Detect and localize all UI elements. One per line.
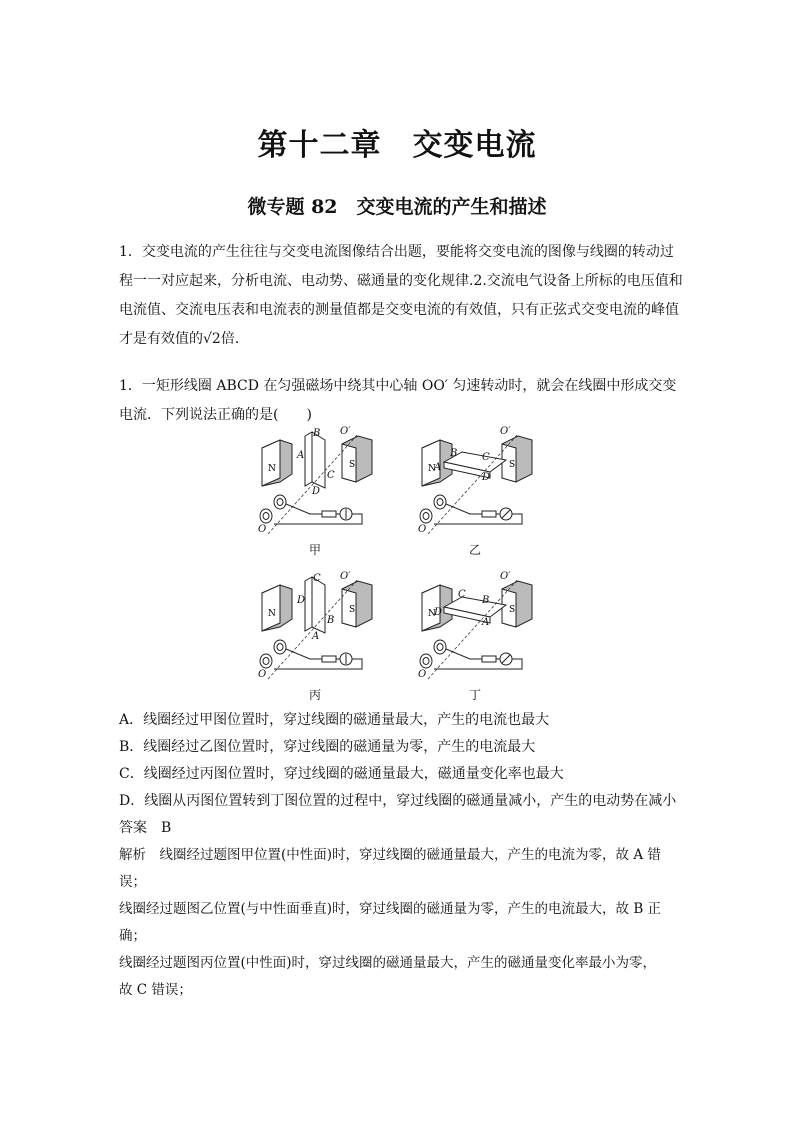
question-stem bbox=[119, 372, 679, 430]
axis-label-top: O′ bbox=[500, 571, 511, 582]
solution-line: 故 C 错误； bbox=[119, 982, 192, 998]
intro-line: 才是有效值的√2倍． bbox=[119, 331, 249, 347]
svg-text:N: N bbox=[268, 609, 276, 619]
svg-text:N: N bbox=[428, 609, 436, 619]
svg-text:S: S bbox=[509, 605, 516, 615]
coil-label-right: B bbox=[327, 615, 335, 626]
axis-label-bottom: O bbox=[418, 524, 427, 535]
coil-label-top: B bbox=[450, 448, 458, 459]
generator-diagram bbox=[410, 571, 540, 686]
svg-text:N: N bbox=[428, 464, 436, 474]
coil-label-bottom: A bbox=[312, 631, 320, 642]
coil-label-bottom: A bbox=[482, 617, 490, 628]
coil-label-left: A bbox=[297, 450, 305, 461]
axis-label-bottom: O bbox=[258, 669, 267, 680]
intro-line: 程一一对应起来，分析电流、电动势、磁通量的变化规律.2.交流电气设备上所标的电压值和 bbox=[119, 273, 683, 289]
figure-ding bbox=[410, 571, 540, 703]
figure-caption: 甲 bbox=[308, 543, 321, 557]
axis-label-bottom: O bbox=[418, 669, 427, 680]
axis-label-top: O′ bbox=[340, 571, 351, 582]
coil-label-top: C bbox=[313, 573, 321, 584]
solution-line: 线圈经过题图丙位置(中性面)时，穿过线圈的磁通量最大，产生的磁通量变化率最小为零， bbox=[119, 955, 657, 971]
generator-diagram bbox=[250, 426, 380, 541]
figure-caption: 丙 bbox=[308, 688, 321, 702]
generator-diagram bbox=[250, 571, 380, 686]
axis-label-top: O′ bbox=[340, 426, 351, 437]
solution-line: 线圈经过题图乙位置(与中性面垂直)时，穿过线圈的磁通量为零，产生的电流最大，故 B 正 bbox=[119, 901, 662, 917]
options-list bbox=[119, 707, 689, 842]
coil-label-right: C bbox=[327, 470, 335, 481]
coil-label-left: D bbox=[297, 595, 306, 606]
svg-text:S: S bbox=[349, 460, 356, 470]
axis-label-bottom: O bbox=[258, 524, 267, 535]
figure-jia bbox=[250, 426, 380, 558]
option-d: D．线圈从丙图位置转到丁图位置的过程中，穿过线圈的磁通量减小，产生的电动势在减小 bbox=[119, 793, 677, 809]
figure-caption: 丁 bbox=[468, 688, 481, 702]
coil-label-left: A bbox=[434, 462, 442, 473]
coil-label-top: C bbox=[458, 589, 466, 600]
coil-label-bottom: D bbox=[482, 472, 491, 483]
coil-label-top: B bbox=[313, 428, 321, 439]
intro-paragraph bbox=[119, 238, 683, 354]
solution-line: 确； bbox=[119, 928, 146, 944]
coil-label-left: D bbox=[434, 607, 443, 618]
coil-label-right: B bbox=[482, 595, 490, 606]
chapter-title: 第十二章 交变电流 bbox=[257, 128, 537, 163]
option-c: C．线圈经过丙图位置时，穿过线圈的磁通量最大，磁通量变化率也最大 bbox=[119, 766, 564, 782]
figure-grid bbox=[250, 426, 540, 706]
answer-line: 答案 B bbox=[119, 820, 172, 836]
axis-label-top: O′ bbox=[500, 426, 511, 437]
coil-label-bottom: D bbox=[312, 486, 321, 497]
section-title: 微专题 82 交变电流的产生和描述 bbox=[247, 196, 547, 218]
figure-caption: 乙 bbox=[468, 543, 481, 557]
generator-diagram bbox=[410, 426, 540, 541]
figure-bing bbox=[250, 571, 380, 703]
intro-line: 1．交变电流的产生往往与交变电流图像结合出题，要能将交变电流的图像与线圈的转动过 bbox=[119, 244, 674, 260]
option-b: B．线圈经过乙图位置时，穿过线圈的磁通量为零，产生的电流最大 bbox=[119, 739, 536, 755]
solution-line: 解析 线圈经过题图甲位置(中性面)时，穿过线圈的磁通量最大，产生的电流为零，故 A 错 bbox=[119, 847, 661, 863]
svg-text:S: S bbox=[349, 605, 356, 615]
solution-line: 误； bbox=[119, 874, 146, 890]
solution-block bbox=[119, 842, 684, 1004]
svg-text:N: N bbox=[268, 464, 276, 474]
intro-line: 电流值、交流电压表和电流表的测量值都是交变电流的有效值，只有正弦式交变电流的峰值 bbox=[119, 302, 679, 318]
question-line: 1．一矩形线圈 ABCD 在匀强磁场中绕其中心轴 OO′ 匀速转动时，就会在线圈中形成交变 bbox=[119, 378, 677, 394]
figure-yi bbox=[410, 426, 540, 558]
svg-text:S: S bbox=[509, 460, 516, 470]
option-a: A．线圈经过甲图位置时，穿过线圈的磁通量最大，产生的电流也最大 bbox=[119, 712, 550, 728]
coil-label-right: C bbox=[482, 452, 490, 463]
question-line: 电流．下列说法正确的是( ) bbox=[119, 407, 312, 423]
